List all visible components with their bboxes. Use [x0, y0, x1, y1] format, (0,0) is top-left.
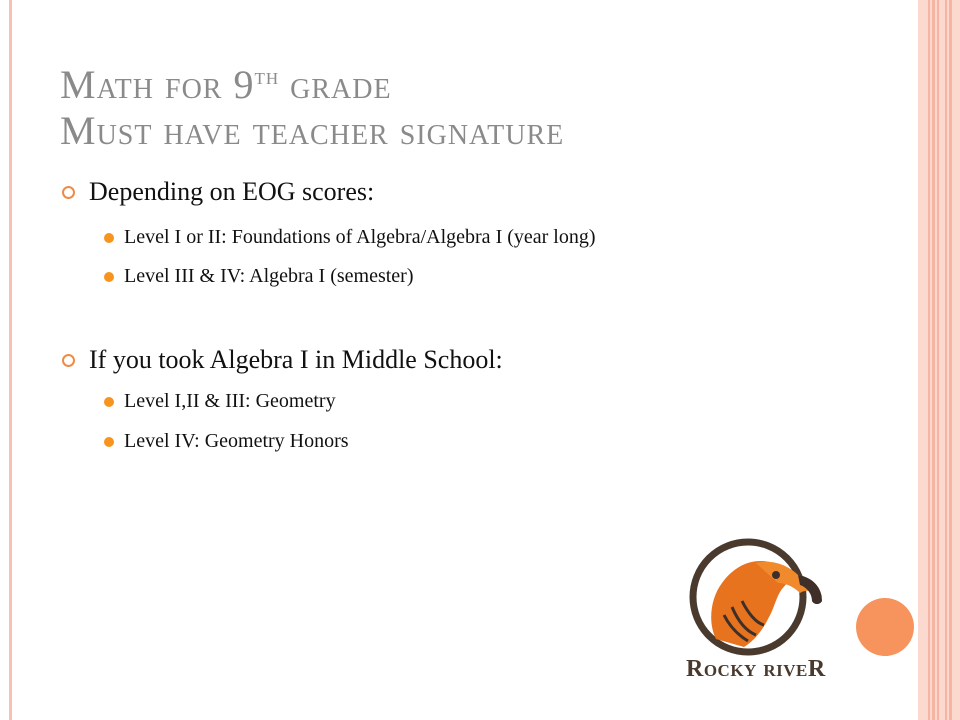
slide-content	[62, 175, 862, 456]
dot-bullet-icon	[104, 437, 114, 447]
bullet-heading: Depending on EOG scores:	[62, 175, 862, 209]
frame-stripe	[937, 0, 939, 720]
title-line-1: Math for 9th grade	[60, 62, 392, 107]
dot-bullet-icon	[104, 272, 114, 282]
ring-bullet-icon	[62, 186, 75, 199]
left-frame-line	[9, 0, 12, 720]
dot-bullet-icon	[104, 233, 114, 243]
frame-stripe	[932, 0, 935, 720]
sub-bullet: Level IV: Geometry Honors	[62, 427, 862, 456]
frame-stripe	[945, 0, 947, 720]
sub-bullet: Level I,II & III: Geometry	[62, 387, 862, 416]
frame-stripe	[928, 0, 930, 720]
accent-circle	[856, 598, 914, 656]
sub-bullet: Level I or II: Foundations of Algebra/Algebra I (year long)	[62, 223, 862, 252]
sub-bullet: Level III & IV: Algebra I (semester)	[62, 262, 862, 291]
title-line-2: Must have teacher signature	[60, 108, 565, 153]
bullet-heading: If you took Algebra I in Middle School:	[62, 343, 862, 377]
slide-title	[60, 54, 900, 154]
ring-bullet-icon	[62, 354, 75, 367]
frame-stripe	[949, 0, 952, 720]
right-frame-band	[918, 0, 960, 720]
dot-bullet-icon	[104, 397, 114, 407]
logo-text: Rocky riveR	[686, 656, 826, 682]
